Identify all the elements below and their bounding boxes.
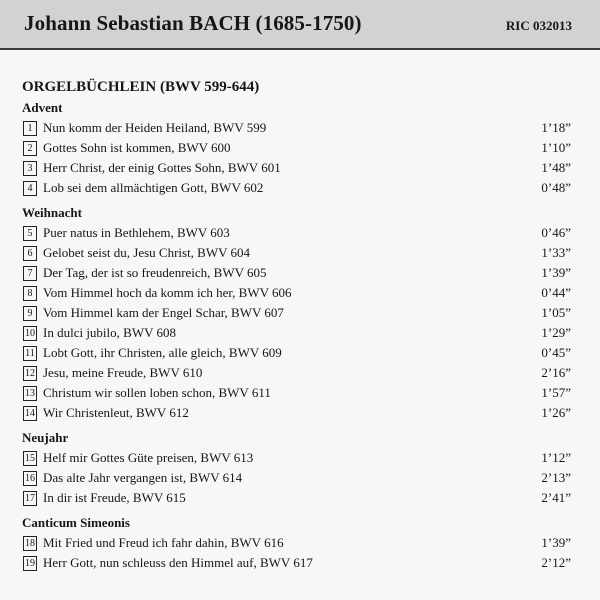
- track-row: [20, 488, 580, 508]
- track-number: 7: [23, 266, 37, 281]
- track-number: 4: [23, 181, 37, 196]
- track-row: [20, 178, 580, 198]
- tracklist: [20, 76, 580, 573]
- track-number: 8: [23, 286, 37, 301]
- track-title: Lobt Gott, ihr Christen, alle gleich, BWV 609: [43, 345, 282, 360]
- track-row: [20, 138, 580, 158]
- track-duration: 0’45”: [541, 345, 571, 360]
- track-number: 11: [23, 346, 37, 361]
- track-row: [20, 323, 580, 343]
- track-row: [20, 263, 580, 283]
- track-title: Gelobet seist du, Jesu Christ, BWV 604: [43, 245, 251, 260]
- track-title: Gottes Sohn ist kommen, BWV 600: [43, 140, 231, 155]
- track-duration: 2’13”: [541, 470, 571, 485]
- track-row: [20, 533, 580, 553]
- track-title: Herr Gott, nun schleuss den Himmel auf, BWV 617: [43, 555, 313, 570]
- track-number: 12: [25, 368, 35, 379]
- track-duration: 1’12”: [541, 450, 571, 465]
- track-row: [20, 403, 580, 423]
- section-title-canticum-simeonis: Canticum Simeonis: [22, 515, 130, 530]
- track-title: Herr Christ, der einig Gottes Sohn, BWV 601: [43, 160, 281, 175]
- track-duration: 1’39”: [541, 265, 571, 280]
- track-title: Jesu, meine Freude, BWV 610: [43, 365, 203, 380]
- track-duration: 1’10”: [541, 140, 571, 155]
- track-row: [20, 283, 580, 303]
- track-row: [20, 303, 580, 323]
- track-title: Mit Fried und Freud ich fahr dahin, BWV 616: [43, 535, 284, 550]
- track-duration: 1’05”: [541, 305, 571, 320]
- track-number: 5: [23, 226, 37, 241]
- track-duration: 1’26”: [541, 405, 571, 420]
- track-row: [20, 223, 580, 243]
- track-number: 13: [25, 388, 35, 399]
- track-row: [20, 243, 580, 263]
- track-duration: 1’18”: [541, 120, 571, 135]
- work-title: ORGELBÜCHLEIN (BWV 599-644): [22, 79, 260, 95]
- track-row: [20, 343, 580, 363]
- track-duration: 0’44”: [541, 285, 571, 300]
- track-duration: 2’12”: [541, 555, 571, 570]
- track-number: 19: [25, 558, 35, 569]
- track-number: 14: [25, 408, 35, 419]
- track-duration: 0’48”: [541, 180, 571, 195]
- track-row: [20, 363, 580, 383]
- track-duration: 1’57”: [541, 385, 571, 400]
- section-title-advent: Advent: [22, 100, 63, 115]
- header-bar: [0, 0, 600, 50]
- track-duration: 2’16”: [541, 365, 571, 380]
- track-title: Der Tag, der ist so freudenreich, BWV 605: [43, 265, 267, 280]
- track-number: 17: [25, 493, 35, 504]
- track-duration: 1’29”: [541, 325, 571, 340]
- composer-title: Johann Sebastian BACH (1685-1750): [24, 11, 362, 35]
- track-number: 18: [25, 538, 35, 549]
- section-title-weihnacht: Weihnacht: [22, 205, 82, 220]
- track-number: 10: [25, 328, 35, 339]
- track-title: In dulci jubilo, BWV 608: [43, 325, 177, 340]
- track-title: Vom Himmel hoch da komm ich her, BWV 606: [43, 285, 292, 300]
- track-row: [20, 118, 580, 138]
- track-duration: 1’33”: [541, 245, 571, 260]
- track-row: [20, 383, 580, 403]
- track-row: [20, 553, 580, 573]
- section-title-neujahr: Neujahr: [22, 430, 69, 445]
- track-duration: 1’39”: [541, 535, 571, 550]
- track-number: 3: [23, 161, 37, 176]
- track-title: Wir Christenleut, BWV 612: [43, 405, 189, 420]
- track-title: Christum wir sollen loben schon, BWV 611: [43, 385, 271, 400]
- track-number: 2: [23, 141, 37, 156]
- track-number: 1: [23, 121, 37, 136]
- track-number: 9: [23, 306, 37, 321]
- track-duration: 0’46”: [541, 225, 571, 240]
- track-duration: 1’48”: [541, 160, 571, 175]
- track-number: 15: [25, 453, 35, 464]
- track-title: Helf mir Gottes Güte preisen, BWV 613: [43, 450, 254, 465]
- track-title: Vom Himmel kam der Engel Schar, BWV 607: [43, 305, 284, 320]
- track-row: [20, 158, 580, 178]
- track-title: Nun komm der Heiden Heiland, BWV 599: [43, 120, 267, 135]
- track-title: Puer natus in Bethlehem, BWV 603: [43, 225, 230, 240]
- track-number: 6: [23, 246, 37, 261]
- track-title: In dir ist Freude, BWV 615: [43, 490, 186, 505]
- track-row: [20, 468, 580, 488]
- track-title: Lob sei dem allmächtigen Gott, BWV 602: [43, 180, 264, 195]
- catalog-number: RIC 032013: [505, 18, 572, 33]
- track-row: [20, 448, 580, 468]
- track-title: Das alte Jahr vergangen ist, BWV 614: [43, 470, 243, 485]
- track-duration: 2’41”: [541, 490, 571, 505]
- track-number: 16: [25, 473, 35, 484]
